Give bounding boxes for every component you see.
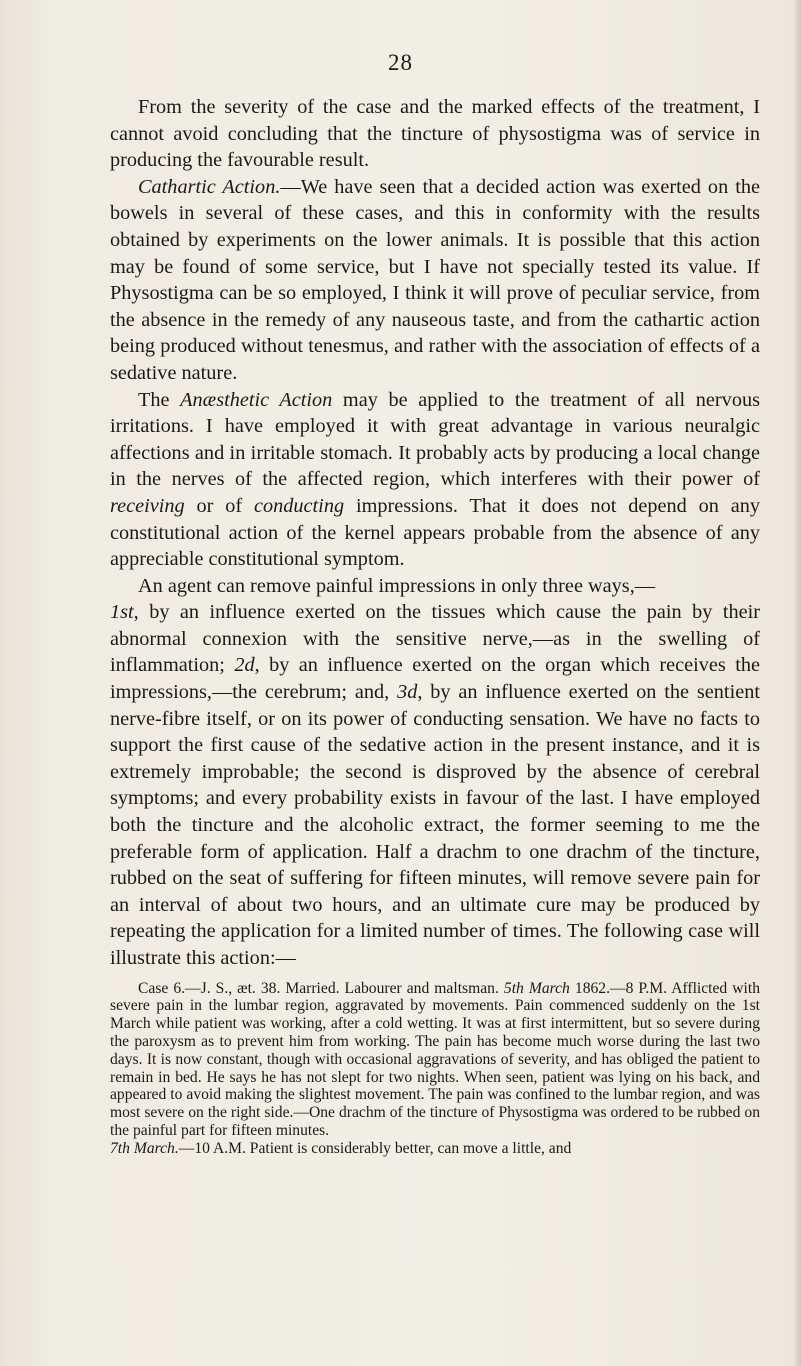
paragraph-text: An agent can remove painful impressions in only three ways,— (138, 574, 656, 597)
paragraph-text: or of (184, 494, 254, 517)
section-heading-anaesthetic: Anæsthetic Action (180, 388, 333, 411)
page-edge-shadow (793, 0, 801, 1366)
paragraph-text: The (138, 388, 181, 411)
paragraph-text: may be applied to the treatment of all nervous irritations. I have employed it with great advantage in various neuralgic affections and in irritable stomach. It probably acts by producing a local change in the nerves of the affected region, which interferes with their power of (110, 388, 760, 491)
paragraph-text: , by an influence exerted on the organ which receives the impressions,—the cerebrum; and, (110, 654, 760, 704)
ordinal-third: 3d (397, 681, 418, 704)
section-heading-cathartic: Cathartic Action. (138, 175, 281, 198)
paragraph-text: , by an influence exerted on the sentient nerve-fibre itself, or on its power of conducting sensation. We have no facts to support the first cause of the sedative action in the present instance, and it is extremely improbable; the second is disproved by the absence of cerebral symptoms; and every probability exists in favour of the last. I have employed both the tincture and the alcoholic extract, the former seeming to me the preferable form of application. Half a drachm to one drachm of the tincture, rubbed on the seat of suffering for fifteen minutes, will remove severe pain for an interval of about two hours, and an ultimate cure may be produced by repeating the application for a limited number of times. The following case will illustrate this action:— (110, 681, 760, 969)
case-heading: Case 6.—J. S., æt. 38. Married. Labourer and maltsman. (138, 979, 504, 997)
paragraph-text: From the severity of the case and the marked effects of the treatment, I cannot avoid concluding that the tincture of physostigma was of service in producing the favourable result. (110, 96, 760, 172)
body-text (110, 94, 760, 1158)
followup-date: 7th March. (110, 1139, 179, 1157)
paragraph-text: impressions. That it does not depend on any constitutional action of the kernel appears probable from the absence of any appreciable constitutional symptom. (110, 494, 761, 571)
paragraph-gap (110, 972, 760, 980)
paragraph-text: , by an influence exerted on the tissues which cause the pain by their abnormal connexion with the sensitive nerve,—as in the swelling of inflammation; (110, 601, 760, 677)
paragraph-three-ways (110, 573, 760, 972)
paragraph-anaesthetic-action (110, 387, 760, 573)
ordinal-first: 1st (110, 601, 134, 624)
case-report (110, 980, 760, 1140)
paragraph-cathartic-action (110, 174, 760, 387)
case-followup (110, 1140, 760, 1158)
emphasis-receiving: receiving (110, 494, 185, 517)
paragraph-conclusion (110, 94, 760, 174)
case-text: 1862.—8 P.M. Afflicted with severe pain in the lumbar region, aggravated by movements. Pain commenced suddenly on the 1st March while patient was working, after a cold wetting. It was at first intermittent, but so severe during the paroxysm as to prevent him from working. The pain has become much worse during the last two days. It is now constant, though with occasional aggravations of severity, and has obliged the patient to remain in bed. He says he has not slept for two nights. When seen, patient was lying on his back, and appeared to avoid making the slightest movement. The pain was confined to the lumbar region, and was most severe on the right side.—One drachm of the tincture of Physostigma was ordered to be rubbed on the painful part for fifteen minutes. (110, 979, 760, 1139)
emphasis-conducting: conducting (253, 494, 345, 517)
followup-text: —10 A.M. Patient is considerably better, can move a little, and (178, 1139, 572, 1157)
page-number: 28 (388, 50, 413, 75)
ordinal-second: 2d (234, 654, 255, 677)
paragraph-text: —We have seen that a decided action was exerted on the bowels in several of these cases, and this in conformity with the results obtained by experiments on the lower animals. It is possible that this action may be found of some service, but I have not specially tested its value. If Physostigma can be so employed, I think it will prove of peculiar service, from the absence in the remedy of any nauseous taste, and from the cathartic action being produced without tenesmus, and rather with the association of effects of a sedative nature. (110, 175, 760, 384)
case-date: 5th March (503, 979, 570, 997)
